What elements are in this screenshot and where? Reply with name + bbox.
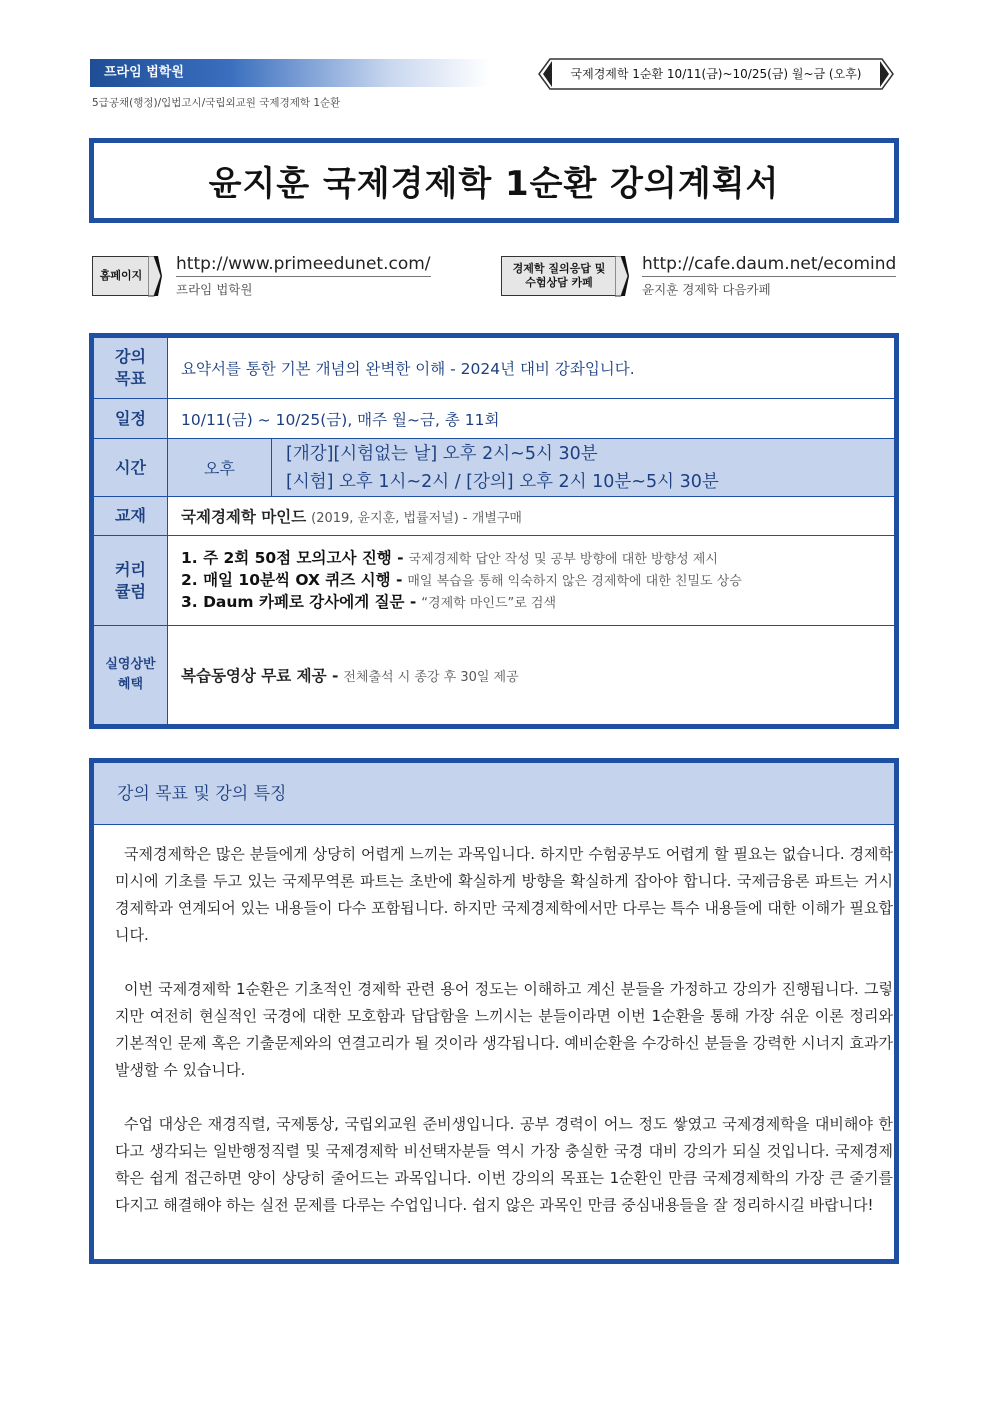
curriculum-item-note: 매일 복습을 통해 익숙하지 않은 경제학에 대한 친밀도 상승	[407, 573, 742, 589]
homepage-badge	[92, 256, 162, 298]
features-box	[89, 758, 899, 1264]
textbook-row	[94, 497, 894, 536]
curriculum-item-main: 1. 주 2회 50점 모의고사 진행 -	[181, 548, 404, 567]
features-heading: 강의 목표 및 강의 특징	[94, 763, 894, 825]
schedule-tag	[538, 58, 894, 90]
schedule-label: 일정	[94, 399, 168, 438]
curriculum-label-2: 큘럼	[115, 581, 146, 601]
benefit-label	[94, 626, 168, 724]
page-title: 윤지훈 국제경제학 1순환 강의계획서	[208, 164, 780, 204]
time-line-1: [개강][시험없는 날] 오후 2시~5시 30분	[286, 443, 598, 464]
curriculum-label-1: 커리	[115, 559, 146, 579]
textbook-note: (2019, 윤지훈, 법률저널) - 개별구매	[311, 510, 522, 526]
schedule-tag-text: 국제경제학 1순환 10/11(금)~10/25(금) 월~금 (오후)	[570, 67, 862, 81]
brand-bar: 프라임 법학원	[90, 59, 490, 87]
feature-paragraph: 이번 국제경제학 1순환은 기초적인 경제학 관련 용어 정도는 이해하고 계신 분들을 가정하고 강의가 진행됩니다. 그렇지만 여전히 현실적인 국경에 대한 모호함과 답답함을 느끼시는 분들이라면 이번 1순환을 통해 가장 쉬운 이론 정리와 기본적인 문제 혹은 기출문제와의 연결고리가 될 것이라 생각됩니다. 예비순환을 수강하신 분들을 강력한 시너지 효과가 발생할 수 있습니다.	[115, 980, 893, 1079]
benefit-main: 복습동영상 무료 제공 -	[181, 667, 339, 685]
textbook-label: 교재	[94, 497, 168, 535]
homepage-link[interactable]: http://www.primeedunet.com/	[176, 254, 431, 277]
benefit-label-2: 혜택	[117, 677, 144, 692]
curriculum-item	[181, 570, 894, 592]
curriculum-label	[94, 536, 168, 625]
goal-label	[94, 338, 168, 398]
curriculum-item	[181, 592, 894, 614]
cafe-badge-line2: 수험상담 카페	[525, 276, 593, 289]
features-body	[115, 841, 893, 1246]
badge-arrow-icon	[615, 256, 629, 298]
time-row	[94, 439, 894, 497]
goal-row	[94, 338, 894, 399]
feature-paragraph: 수업 대상은 재경직렬, 국제통상, 국립외교원 준비생입니다. 공부 경력이 어느 정도 쌓였고 국제경제학을 대비해야 한다고 생각되는 일반행정직렬 및 국제경제학 비선택자분들 역시 가장 충실한 국경 대비 강의가 되실 것입니다. 국제경제학은 쉽게 접근하면 양이 상당히 줄어드는 과목입니다. 이번 강의의 목표는 1순환인 만큼 국제경제학의 가장 큰 줄기를 다지고 해결해야 하는 실전 문제를 다루는 수업입니다. 쉽지 않은 과목인 만큼 중심내용들을 잘 정리하시길 바랍니다!	[115, 1115, 893, 1214]
cafe-badge-line1: 경제학 질의응답 및	[512, 262, 606, 275]
cafe-badge	[501, 256, 629, 298]
time-line-2: [시험] 오후 1시~2시 / [강의] 오후 2시 10분~5시 30분	[286, 471, 719, 492]
course-info-table	[89, 333, 899, 729]
curriculum-row	[94, 536, 894, 626]
goal-label-2: 목표	[115, 369, 146, 388]
time-label: 시간	[94, 439, 168, 496]
time-period: 오후	[168, 439, 272, 496]
curriculum-item-main: 2. 매일 10분씩 OX 퀴즈 시행 -	[181, 570, 403, 589]
goal-label-1: 강의	[115, 347, 146, 366]
feature-paragraph: 국제경제학은 많은 분들에게 상당히 어렵게 느끼는 과목입니다. 하지만 수험공부도 어렵게 할 필요는 없습니다. 경제학 미시에 기초를 두고 있는 국제무역론 파트는 초반에 확실하게 방향을 확실하게 잡아야 합니다. 국제금융론 파트는 거시경제학과 연계되어 있는 내용들이 다수 포함됩니다. 하지만 국제경제학에서만 다루는 특수 내용들에 대한 이해가 필요합니다.	[115, 845, 893, 944]
curriculum-list	[168, 536, 894, 625]
textbook-title: 국제경제학 마인드	[181, 508, 307, 526]
curriculum-item	[181, 548, 894, 570]
goal-value	[168, 338, 894, 398]
schedule-value	[168, 399, 894, 438]
cafe-link[interactable]: http://cafe.daum.net/ecomind	[642, 254, 896, 277]
curriculum-item-note: 국제경제학 답안 작성 및 공부 방향에 대한 방향성 제시	[408, 551, 718, 567]
time-detail	[272, 439, 894, 496]
benefit-note: 전체출석 시 종강 후 30일 제공	[343, 669, 519, 685]
homepage-caption: 프라임 법학원	[176, 282, 253, 297]
title-box	[89, 138, 899, 223]
benefit-label-1: 실영상반	[105, 657, 156, 672]
textbook-value	[168, 497, 894, 535]
homepage-badge-label: 홈페이지	[92, 256, 149, 296]
course-subline: 5급공채(행정)/입법고시/국립외교원 국제경제학 1순환	[92, 97, 341, 109]
schedule-row	[94, 399, 894, 439]
cafe-caption: 윤지훈 경제학 다음카페	[642, 282, 771, 297]
curriculum-item-main: 3. Daum 카페로 강사에게 질문 -	[181, 592, 417, 611]
schedule-text: 10/11(금) ~ 10/25(금), 매주 월~금, 총 11회	[181, 410, 500, 429]
benefit-value	[168, 626, 894, 724]
goal-text: 요약서를 통한 기본 개념의 완벽한 이해 - 2024년 대비 강좌입니다.	[181, 360, 635, 378]
badge-arrow-icon	[148, 256, 162, 298]
curriculum-item-note: “경제학 마인드”로 검색	[421, 595, 557, 611]
benefit-row	[94, 626, 894, 724]
cafe-badge-label	[501, 256, 616, 296]
